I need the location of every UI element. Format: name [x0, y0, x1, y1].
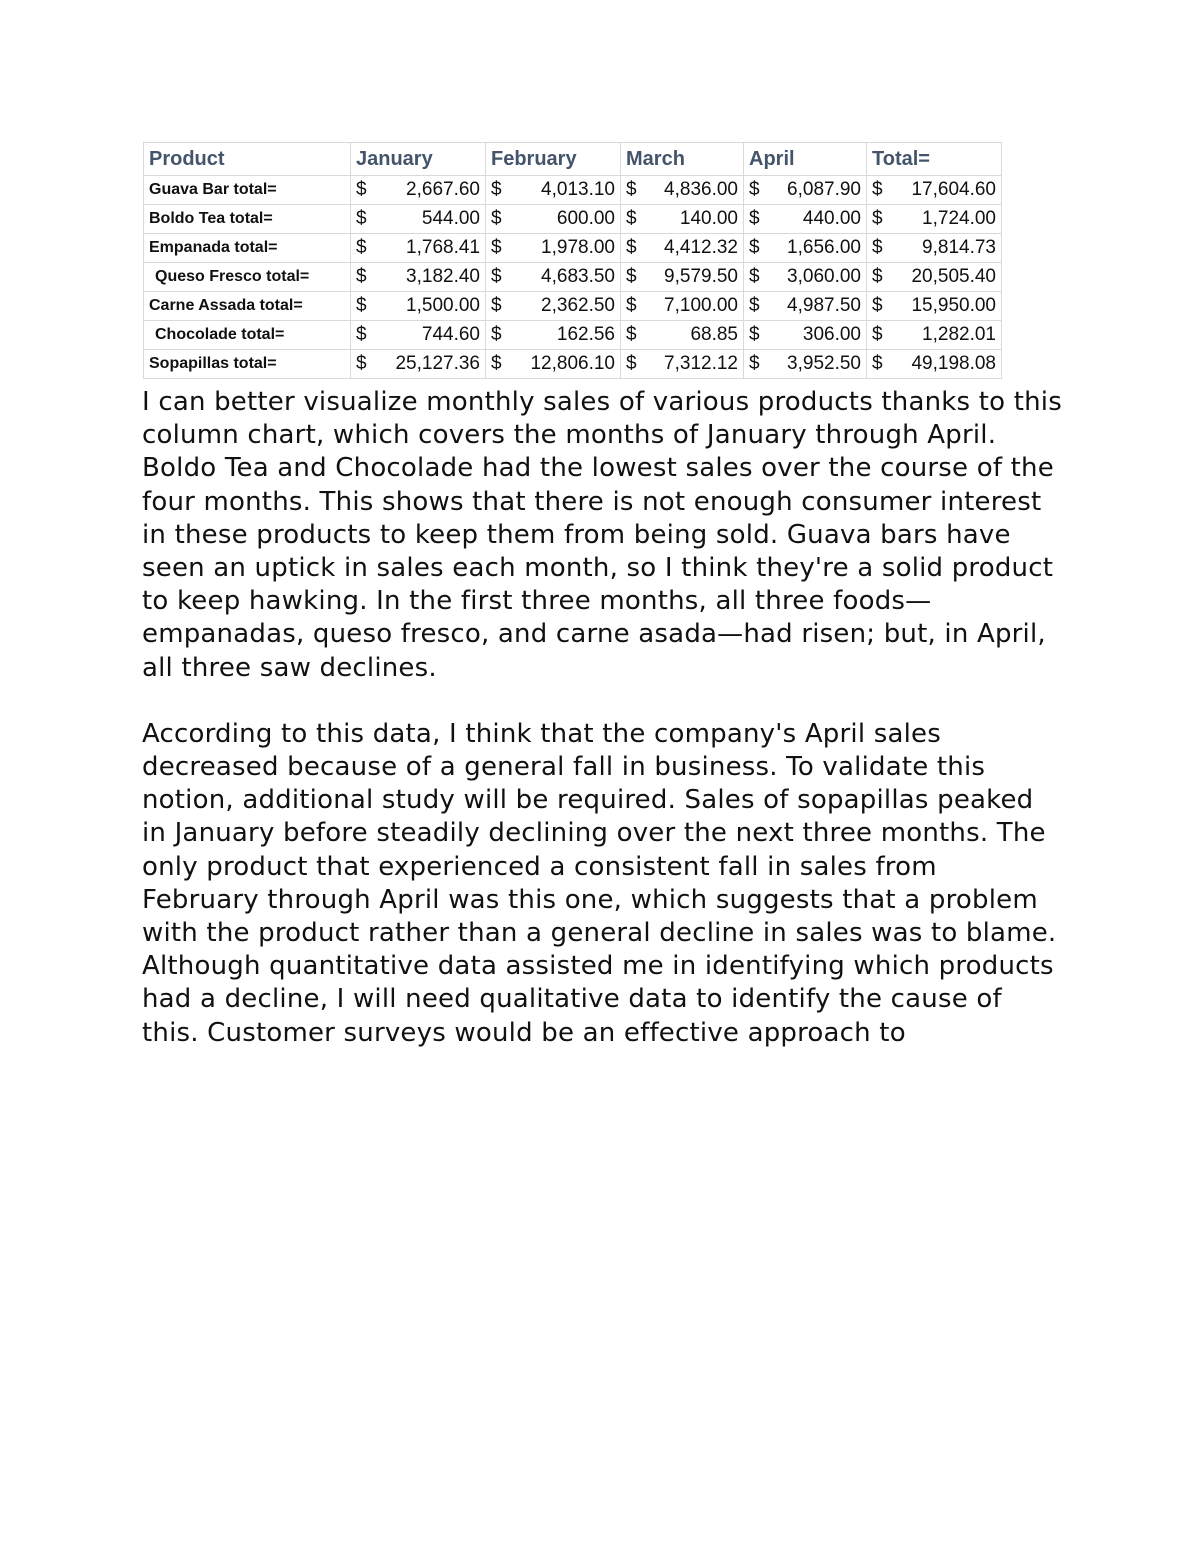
- table-row: [144, 321, 1002, 350]
- currency-symbol: $: [872, 324, 883, 345]
- value-cell: [486, 321, 621, 350]
- table-row: [144, 176, 1002, 205]
- table-row: [144, 234, 1002, 263]
- paragraph-spacer: [142, 685, 1062, 718]
- amount: 4,013.10: [541, 179, 615, 200]
- amount: 140.00: [679, 208, 738, 229]
- amount: 2,362.50: [541, 295, 615, 316]
- value-cell: [351, 263, 486, 292]
- value-cell: [867, 321, 1002, 350]
- sales-table: [143, 142, 1002, 379]
- currency-symbol: $: [626, 266, 637, 287]
- product-cell: Guava Bar total=: [144, 176, 351, 205]
- value-cell: [351, 205, 486, 234]
- body-text: [142, 386, 1062, 1050]
- currency-symbol: $: [356, 266, 367, 287]
- currency-symbol: $: [356, 295, 367, 316]
- amount: 4,412.32: [664, 237, 738, 258]
- currency-symbol: $: [872, 266, 883, 287]
- currency-symbol: $: [356, 324, 367, 345]
- header-april: April: [744, 143, 867, 176]
- product-cell: Queso Fresco total=: [144, 263, 351, 292]
- amount: 1,656.00: [787, 237, 861, 258]
- amount: 440.00: [802, 208, 861, 229]
- currency-symbol: $: [626, 295, 637, 316]
- currency-symbol: $: [626, 179, 637, 200]
- amount: 3,182.40: [406, 266, 480, 287]
- currency-symbol: $: [872, 208, 883, 229]
- table-body: [144, 176, 1002, 379]
- header-total: Total=: [867, 143, 1002, 176]
- header-january: January: [351, 143, 486, 176]
- amount: 17,604.60: [911, 179, 996, 200]
- amount: 7,100.00: [664, 295, 738, 316]
- currency-symbol: $: [626, 353, 637, 374]
- currency-symbol: $: [491, 266, 502, 287]
- value-cell: [867, 234, 1002, 263]
- product-cell: Chocolade total=: [144, 321, 351, 350]
- currency-symbol: $: [749, 295, 760, 316]
- value-cell: [351, 350, 486, 379]
- table-row: [144, 292, 1002, 321]
- currency-symbol: $: [626, 237, 637, 258]
- value-cell: [867, 350, 1002, 379]
- paragraph-1: I can better visualize monthly sales of various products thanks to this column chart, which covers the months of January through April. Boldo Tea and Chocolade had the lowest sales over the course of the four months. This shows that there is not enough consumer interest in these products to keep them from being sold. Guava bars have seen an uptick in sales each month, so I think they're a solid product to keep hawking. In the first three months, all three foods—empanadas, queso fresco, and carne asada—had risen; but, in April, all three saw declines.: [142, 387, 1062, 683]
- header-march: March: [621, 143, 744, 176]
- value-cell: [867, 205, 1002, 234]
- header-product: Product: [144, 143, 351, 176]
- value-cell: [744, 321, 867, 350]
- value-cell: [867, 263, 1002, 292]
- value-cell: [621, 205, 744, 234]
- amount: 15,950.00: [911, 295, 996, 316]
- value-cell: [867, 292, 1002, 321]
- value-cell: [744, 205, 867, 234]
- amount: 744.60: [421, 324, 480, 345]
- table-row: [144, 205, 1002, 234]
- value-cell: [744, 176, 867, 205]
- amount: 9,814.73: [922, 237, 996, 258]
- value-cell: [351, 234, 486, 263]
- table-row: [144, 263, 1002, 292]
- value-cell: [744, 292, 867, 321]
- amount: 12,806.10: [530, 353, 615, 374]
- value-cell: [621, 263, 744, 292]
- amount: 4,836.00: [664, 179, 738, 200]
- amount: 3,952.50: [787, 353, 861, 374]
- currency-symbol: $: [491, 179, 502, 200]
- value-cell: [486, 350, 621, 379]
- amount: 162.56: [556, 324, 615, 345]
- value-cell: [486, 234, 621, 263]
- amount: 9,579.50: [664, 266, 738, 287]
- currency-symbol: $: [491, 353, 502, 374]
- product-cell: Carne Assada total=: [144, 292, 351, 321]
- currency-symbol: $: [749, 353, 760, 374]
- currency-symbol: $: [356, 208, 367, 229]
- currency-symbol: $: [872, 353, 883, 374]
- currency-symbol: $: [872, 179, 883, 200]
- amount: 1,500.00: [406, 295, 480, 316]
- amount: 4,683.50: [541, 266, 615, 287]
- amount: 544.00: [421, 208, 480, 229]
- amount: 1,768.41: [406, 237, 480, 258]
- paragraph-2: According to this data, I think that the company's April sales decreased because of a general fall in business. To validate this notion, additional study will be required. Sales of sopapillas peaked in January before steadily declining over the next three months. The only product that experienced a consistent fall in sales from February through April was this one, which suggests that a problem with the product rather than a general decline in sales was to blame. Although quantitative data assisted me in identifying which products had a decline, I will need qualitative data to identify the cause of this. Customer surveys would be an effective approach to: [142, 718, 1057, 1048]
- amount: 4,987.50: [787, 295, 861, 316]
- value-cell: [621, 234, 744, 263]
- currency-symbol: $: [749, 324, 760, 345]
- value-cell: [351, 321, 486, 350]
- value-cell: [867, 176, 1002, 205]
- currency-symbol: $: [356, 179, 367, 200]
- amount: 68.85: [690, 324, 738, 345]
- value-cell: [486, 176, 621, 205]
- value-cell: [744, 350, 867, 379]
- currency-symbol: $: [749, 237, 760, 258]
- amount: 7,312.12: [664, 353, 738, 374]
- currency-symbol: $: [749, 266, 760, 287]
- currency-symbol: $: [872, 295, 883, 316]
- currency-symbol: $: [626, 324, 637, 345]
- table-row: [144, 350, 1002, 379]
- amount: 306.00: [802, 324, 861, 345]
- amount: 6,087.90: [787, 179, 861, 200]
- header-february: February: [486, 143, 621, 176]
- currency-symbol: $: [491, 324, 502, 345]
- amount: 1,978.00: [541, 237, 615, 258]
- currency-symbol: $: [626, 208, 637, 229]
- value-cell: [486, 263, 621, 292]
- value-cell: [621, 321, 744, 350]
- product-cell: Boldo Tea total=: [144, 205, 351, 234]
- value-cell: [621, 350, 744, 379]
- currency-symbol: $: [491, 237, 502, 258]
- amount: 25,127.36: [395, 353, 480, 374]
- value-cell: [486, 205, 621, 234]
- currency-symbol: $: [749, 179, 760, 200]
- currency-symbol: $: [491, 208, 502, 229]
- value-cell: [744, 234, 867, 263]
- currency-symbol: $: [491, 295, 502, 316]
- amount: 20,505.40: [911, 266, 996, 287]
- value-cell: [351, 176, 486, 205]
- currency-symbol: $: [356, 237, 367, 258]
- value-cell: [744, 263, 867, 292]
- product-cell: Sopapillas total=: [144, 350, 351, 379]
- value-cell: [621, 176, 744, 205]
- currency-symbol: $: [872, 237, 883, 258]
- amount: 3,060.00: [787, 266, 861, 287]
- amount: 600.00: [556, 208, 615, 229]
- table-header-row: [144, 143, 1002, 176]
- currency-symbol: $: [749, 208, 760, 229]
- product-cell: Empanada total=: [144, 234, 351, 263]
- amount: 1,724.00: [922, 208, 996, 229]
- amount: 2,667.60: [406, 179, 480, 200]
- currency-symbol: $: [356, 353, 367, 374]
- value-cell: [351, 292, 486, 321]
- value-cell: [486, 292, 621, 321]
- amount: 49,198.08: [911, 353, 996, 374]
- amount: 1,282.01: [922, 324, 996, 345]
- value-cell: [621, 292, 744, 321]
